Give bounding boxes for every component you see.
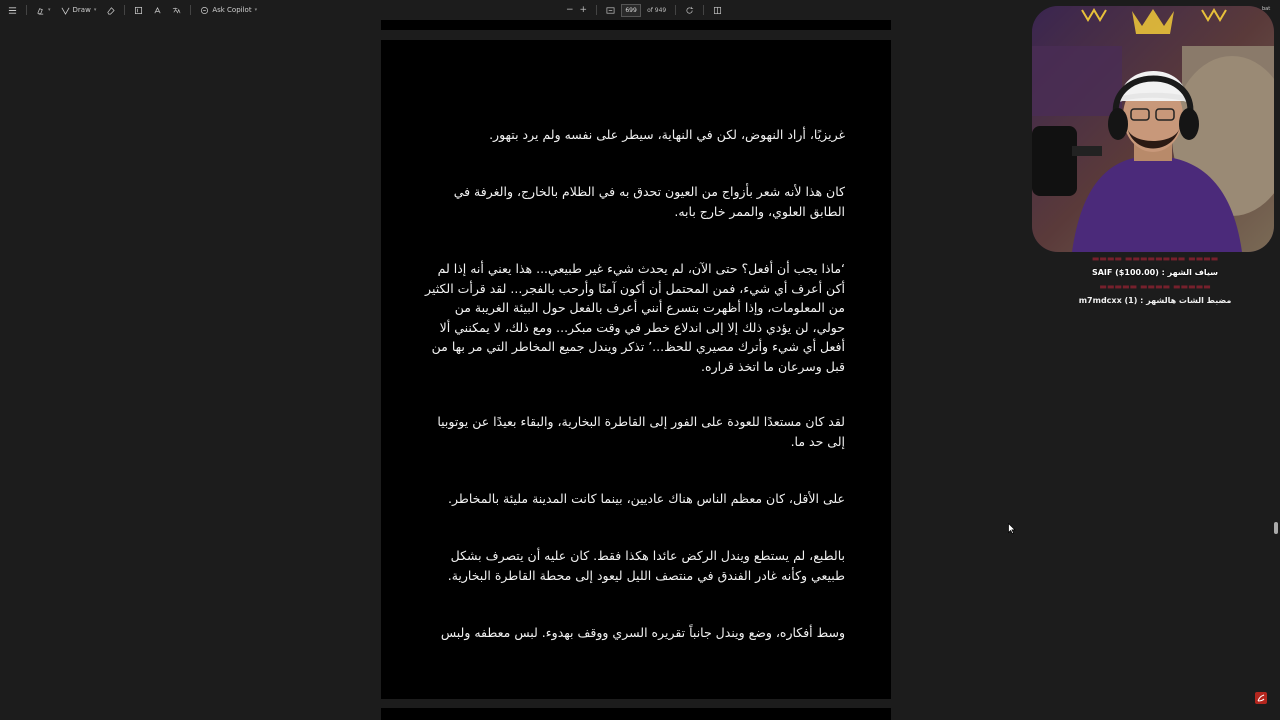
toolbar-divider: [675, 5, 676, 15]
chat-line-obscured: ▬▬▬▬ ▬▬▬▬▬▬▬▬ ▬▬▬▬: [1091, 254, 1219, 263]
ask-copilot-label: Ask Copilot: [212, 6, 252, 14]
pdf-app-icon[interactable]: [1255, 692, 1267, 704]
read-aloud-button[interactable]: [149, 2, 166, 18]
previous-page: [381, 20, 891, 30]
erase-button[interactable]: [102, 2, 119, 18]
zoom-out-icon[interactable]: −: [566, 5, 574, 15]
toolbar-divider: [124, 5, 125, 15]
next-page: [381, 708, 891, 720]
highlight-button[interactable]: [32, 2, 55, 18]
page-number-input[interactable]: [621, 4, 641, 17]
overlay-corner-text: bat: [1262, 6, 1271, 12]
toolbar-divider: [703, 5, 704, 15]
page-view-icon[interactable]: [713, 6, 722, 15]
highlighter-icon: [36, 6, 45, 15]
webcam-feed: [1032, 6, 1274, 252]
eraser-icon: [106, 6, 115, 15]
chevron-down-icon[interactable]: ▾: [254, 7, 258, 13]
fit-page-icon[interactable]: [606, 6, 615, 15]
copilot-icon: [200, 6, 209, 15]
paragraph: لقد كان مستعدًا للعودة على الفور إلى القاطرة البخارية، والبقاء بعيدًا عن يوتوبيا إلى حد ما.: [437, 414, 845, 449]
draw-label: Draw: [72, 6, 91, 14]
document-page: [381, 40, 891, 699]
translate-icon: [172, 6, 181, 15]
paragraph: ‘ماذا يجب أن أفعل؟ حتى الآن، لم يحدث شيء غير طبيعي... هذا يعني أنه إذا لم أكن أعرف أي شيء، فمن المحتمل أن أكون آمنًا وأرحب بالفجر... لقد قرأت الكثير من المعلومات، وإذا أظهرت بتسرع أنني أعرف بالفعل حول البيئة الغريبة من حولي، لن يؤدي ذلك إلا إلى اندلاع خطر في وقت مبكر... ومع ذلك، لا يمكنني ألا أفعل أي شيء وأترك مصيري للحظ...’ تذكر ويندل جميع المخاطر التي مر بها من قبل وسرعان ما اتخذ قراره.: [425, 261, 845, 374]
chat-line: SAIF ($100.00) : سياف الشهر: [1091, 268, 1219, 277]
draw-button[interactable]: [57, 2, 101, 18]
read-aloud-icon: [153, 6, 162, 15]
pen-icon: [61, 6, 70, 15]
chevron-down-icon[interactable]: ▾: [93, 7, 97, 13]
paragraph: على الأقل، كان معظم الناس هناك عاديين، بينما كانت المدينة مليئة بالمخاطر.: [448, 491, 845, 506]
paragraph: وسط أفكاره، وضع ويندل جانباً تقريره السري ووقف بهدوء. لبس معطفه ولبس: [440, 625, 845, 640]
paragraph: كان هذا لأنه شعر بأزواج من العيون تحدق به في الظلام بالخارج، والغرفة في الطابق العلوي، والممر خارج بابه.: [453, 184, 845, 219]
current-page: 699: [625, 6, 637, 14]
text-box-icon: [134, 6, 143, 15]
zoom-in-icon[interactable]: +: [579, 5, 588, 15]
ask-copilot-button[interactable]: [196, 2, 261, 18]
toolbar-divider: [190, 5, 191, 15]
chat-line-obscured: ▬▬▬▬▬ ▬▬▬▬ ▬▬▬▬▬: [1099, 282, 1211, 291]
list-icon: [8, 6, 17, 15]
webcam-overlay: [1032, 6, 1274, 252]
stream-chat-overlay: [1060, 252, 1250, 308]
paragraph: غريزيًا، أراد النهوض، لكن في النهاية، سيطر على نفسه ولم يرد بتهور.: [489, 127, 845, 142]
mouse-cursor-icon: [1008, 523, 1016, 534]
toolbar-divider: [596, 5, 597, 15]
chevron-down-icon[interactable]: ▾: [48, 7, 51, 13]
rotate-icon[interactable]: [685, 6, 694, 15]
toolbar-divider: [26, 5, 27, 15]
scrollbar-thumb[interactable]: [1274, 522, 1278, 534]
text-box-button[interactable]: [130, 2, 147, 18]
page-total: of 949: [647, 6, 667, 14]
translate-button[interactable]: [168, 2, 185, 18]
paragraph: بالطبع، لم يستطع ويندل الركض عائدا هكذا فقط. كان عليه أن يتصرف بشكل طبيعي وكأنه غادر الفندق في منتصف الليل ليعود إلى محطة القاطرة البخارية.: [447, 548, 845, 583]
contents-button[interactable]: [4, 2, 21, 18]
chat-line: m7mdcxx (1) : مضبط الشات هالشهر: [1078, 296, 1232, 305]
